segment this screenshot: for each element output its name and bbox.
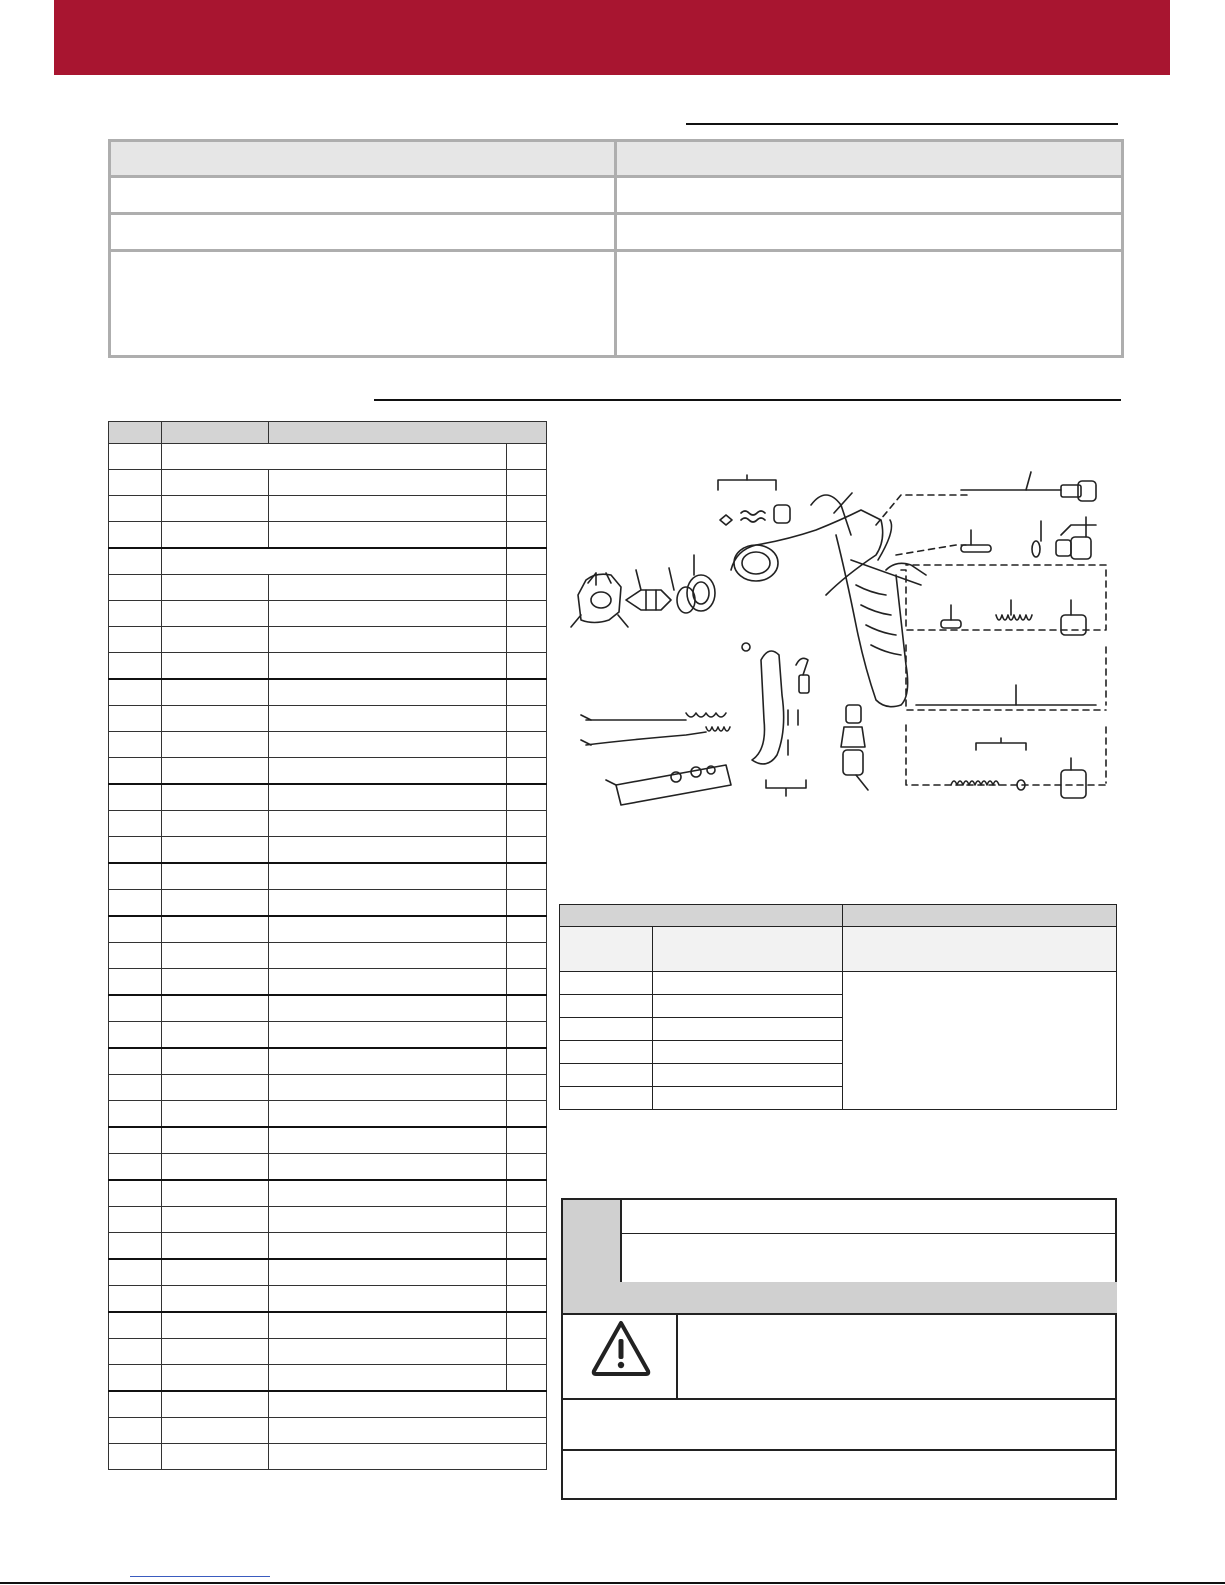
section-rule-parts xyxy=(374,399,1121,401)
parts-row xyxy=(109,1101,547,1128)
parts-row xyxy=(109,863,547,890)
specifications-row xyxy=(110,214,1123,251)
parts-row xyxy=(109,653,547,680)
divider xyxy=(563,1313,1117,1315)
parts-row xyxy=(109,1180,547,1207)
warning-header-bar xyxy=(563,1282,1117,1313)
divider xyxy=(563,1449,1117,1451)
parts-row xyxy=(109,732,547,758)
nozzle-combination-table xyxy=(559,904,1117,1110)
parts-row xyxy=(109,1365,547,1392)
footer-link-underline xyxy=(130,1576,270,1577)
parts-row xyxy=(109,890,547,917)
divider xyxy=(676,1315,678,1398)
specifications-header-row xyxy=(110,141,1123,177)
parts-header-row xyxy=(109,422,547,444)
specifications-table xyxy=(108,139,1124,358)
divider xyxy=(563,1398,1117,1400)
parts-row xyxy=(109,679,547,706)
footer-rule xyxy=(0,1582,1225,1584)
warning-label-cell xyxy=(563,1200,620,1282)
parts-row xyxy=(109,601,547,627)
parts-row xyxy=(109,1391,547,1418)
parts-row xyxy=(109,1127,547,1154)
parts-row xyxy=(109,995,547,1022)
parts-row xyxy=(109,1312,547,1339)
specifications-row xyxy=(110,251,1123,357)
parts-row xyxy=(109,1259,547,1286)
parts-row xyxy=(109,627,547,653)
warning-box xyxy=(561,1198,1117,1500)
parts-row xyxy=(109,1444,547,1470)
nozzle-subheader-row xyxy=(560,927,1117,972)
parts-row xyxy=(109,1154,547,1181)
parts-row xyxy=(109,758,547,785)
divider xyxy=(620,1200,622,1282)
parts-row xyxy=(109,470,547,496)
parts-row xyxy=(109,1048,547,1075)
parts-row xyxy=(109,1075,547,1101)
parts-row xyxy=(109,916,547,943)
parts-row xyxy=(109,1233,547,1260)
specifications-row xyxy=(110,177,1123,214)
parts-row xyxy=(109,784,547,811)
parts-row xyxy=(109,837,547,864)
parts-row xyxy=(109,575,547,601)
parts-row xyxy=(109,943,547,969)
spray-gun-exploded-diagram xyxy=(556,465,1121,815)
header-banner xyxy=(54,0,1170,75)
parts-row xyxy=(109,706,547,732)
parts-row xyxy=(109,522,547,549)
parts-row xyxy=(109,1286,547,1313)
nozzle-row xyxy=(560,972,1117,995)
divider xyxy=(622,1233,1117,1234)
parts-row xyxy=(109,1207,547,1233)
warning-triangle-icon xyxy=(590,1319,652,1377)
nozzle-header-row xyxy=(560,905,1117,927)
parts-row xyxy=(109,496,547,522)
parts-row xyxy=(109,1339,547,1365)
parts-list-table xyxy=(108,421,547,1470)
parts-row xyxy=(109,969,547,996)
parts-group-row xyxy=(109,444,547,470)
section-rule-specifications xyxy=(686,123,1118,125)
parts-row xyxy=(109,1022,547,1049)
parts-group-row xyxy=(109,548,547,575)
parts-row xyxy=(109,811,547,837)
parts-row xyxy=(109,1418,547,1444)
